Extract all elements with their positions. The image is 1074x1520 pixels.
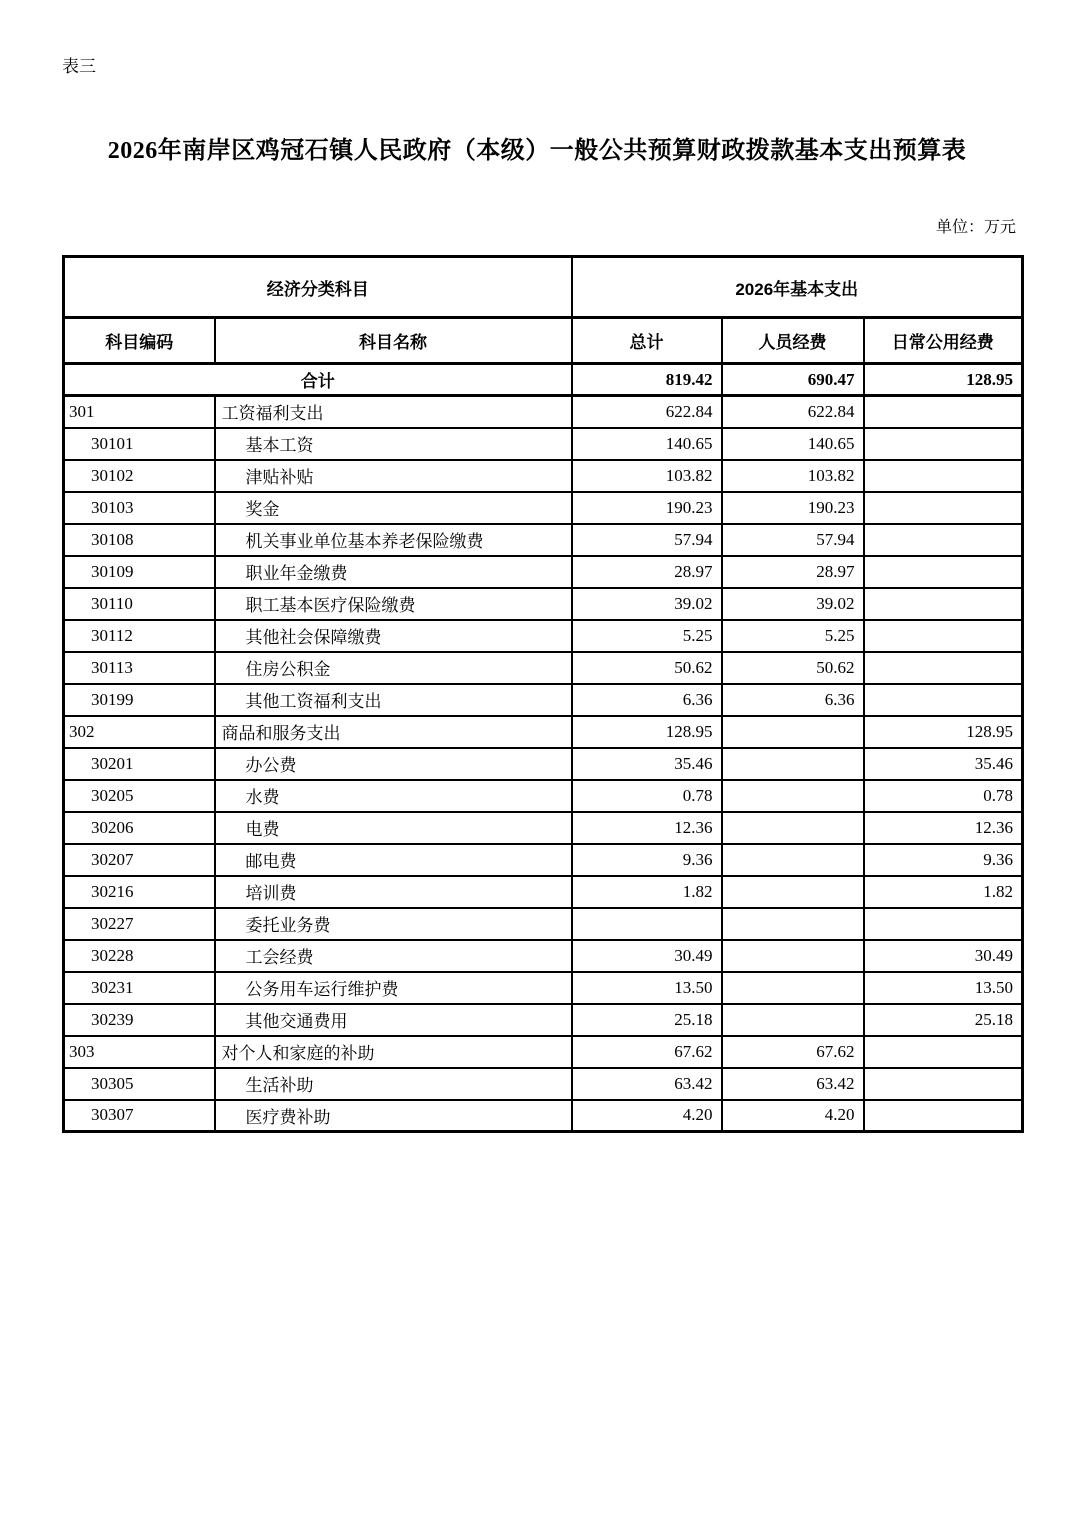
subject-name-cell: 其他工资福利支出 xyxy=(215,684,572,716)
col-header-total: 总计 xyxy=(572,318,722,364)
personnel-cell: 50.62 xyxy=(722,652,864,684)
subject-code-cell: 30112 xyxy=(64,620,215,652)
subject-name-cell: 委托业务费 xyxy=(215,908,572,940)
table-row xyxy=(64,748,1023,780)
total-cell: 1.82 xyxy=(572,876,722,908)
subject-name-cell: 办公费 xyxy=(215,748,572,780)
subject-name-cell: 公务用车运行维护费 xyxy=(215,972,572,1004)
total-cell: 57.94 xyxy=(572,524,722,556)
daily-public-cell: 13.50 xyxy=(864,972,1023,1004)
table-row xyxy=(64,556,1023,588)
table-row xyxy=(64,780,1023,812)
table-row xyxy=(64,460,1023,492)
table-row xyxy=(64,524,1023,556)
total-sum-cell: 819.42 xyxy=(572,364,722,396)
table-row xyxy=(64,1100,1023,1132)
personnel-cell: 190.23 xyxy=(722,492,864,524)
subject-code-cell: 30227 xyxy=(64,908,215,940)
subject-code-cell: 30109 xyxy=(64,556,215,588)
col-header-subject-name: 科目名称 xyxy=(215,318,572,364)
daily-public-cell: 9.36 xyxy=(864,844,1023,876)
daily-public-cell xyxy=(864,492,1023,524)
total-cell: 9.36 xyxy=(572,844,722,876)
personnel-cell xyxy=(722,748,864,780)
total-cell: 12.36 xyxy=(572,812,722,844)
subject-code-cell: 302 xyxy=(64,716,215,748)
subject-code-cell: 303 xyxy=(64,1036,215,1068)
personnel-cell: 67.62 xyxy=(722,1036,864,1068)
personnel-cell: 4.20 xyxy=(722,1100,864,1132)
table-header xyxy=(64,257,1023,364)
subject-code-cell: 30239 xyxy=(64,1004,215,1036)
col-header-subject-code: 科目编码 xyxy=(64,318,215,364)
personnel-cell: 6.36 xyxy=(722,684,864,716)
total-cell: 30.49 xyxy=(572,940,722,972)
subject-name-cell: 邮电费 xyxy=(215,844,572,876)
daily-public-cell xyxy=(864,1068,1023,1100)
subject-name-cell: 基本工资 xyxy=(215,428,572,460)
daily-public-cell xyxy=(864,1036,1023,1068)
total-cell xyxy=(572,908,722,940)
subject-name-cell: 医疗费补助 xyxy=(215,1100,572,1132)
daily-public-cell xyxy=(864,684,1023,716)
table-row xyxy=(64,972,1023,1004)
daily-public-cell: 25.18 xyxy=(864,1004,1023,1036)
daily-public-cell: 0.78 xyxy=(864,780,1023,812)
table-row xyxy=(64,396,1023,428)
personnel-cell: 103.82 xyxy=(722,460,864,492)
table-row xyxy=(64,812,1023,844)
budget-table xyxy=(62,255,1024,1133)
unit-note: 单位：万元 xyxy=(935,219,1016,236)
group-header-row xyxy=(64,257,1023,318)
subject-name-cell: 职业年金缴费 xyxy=(215,556,572,588)
column-header-row xyxy=(64,318,1023,364)
subject-name-cell: 商品和服务支出 xyxy=(215,716,572,748)
personnel-cell: 28.97 xyxy=(722,556,864,588)
total-label-cell: 合计 xyxy=(64,364,572,396)
subject-code-cell: 30199 xyxy=(64,684,215,716)
table-row xyxy=(64,716,1023,748)
subject-name-cell: 其他社会保障缴费 xyxy=(215,620,572,652)
daily-public-cell xyxy=(864,908,1023,940)
table-row xyxy=(64,428,1023,460)
daily-public-cell: 30.49 xyxy=(864,940,1023,972)
daily-public-cell: 35.46 xyxy=(864,748,1023,780)
daily-public-cell xyxy=(864,524,1023,556)
table-row xyxy=(64,684,1023,716)
subject-name-cell: 工会经费 xyxy=(215,940,572,972)
col-header-personnel-funds: 人员经费 xyxy=(722,318,864,364)
page-title: 2026年南岸区鸡冠石镇人民政府（本级）一般公共预算财政拨款基本支出预算表 xyxy=(107,138,967,164)
subject-code-cell: 30307 xyxy=(64,1100,215,1132)
subject-code-cell: 301 xyxy=(64,396,215,428)
total-cell: 5.25 xyxy=(572,620,722,652)
table-row xyxy=(64,940,1023,972)
subject-name-cell: 住房公积金 xyxy=(215,652,572,684)
personnel-cell xyxy=(722,972,864,1004)
daily-public-cell xyxy=(864,652,1023,684)
personnel-cell: 622.84 xyxy=(722,396,864,428)
total-cell: 28.97 xyxy=(572,556,722,588)
total-row xyxy=(64,364,1023,396)
personnel-cell xyxy=(722,1004,864,1036)
subject-name-cell: 生活补助 xyxy=(215,1068,572,1100)
subject-name-cell: 奖金 xyxy=(215,492,572,524)
total-cell: 13.50 xyxy=(572,972,722,1004)
daily-public-cell xyxy=(864,428,1023,460)
total-cell: 35.46 xyxy=(572,748,722,780)
total-cell: 4.20 xyxy=(572,1100,722,1132)
total-cell: 103.82 xyxy=(572,460,722,492)
daily-public-cell xyxy=(864,620,1023,652)
subject-code-cell: 30113 xyxy=(64,652,215,684)
subject-code-cell: 30228 xyxy=(64,940,215,972)
personnel-cell xyxy=(722,780,864,812)
personnel-cell xyxy=(722,876,864,908)
total-cell: 25.18 xyxy=(572,1004,722,1036)
subject-code-cell: 30101 xyxy=(64,428,215,460)
table-row xyxy=(64,1068,1023,1100)
subject-name-cell: 津贴补贴 xyxy=(215,460,572,492)
personnel-cell: 39.02 xyxy=(722,588,864,620)
subject-code-cell: 30110 xyxy=(64,588,215,620)
total-cell: 67.62 xyxy=(572,1036,722,1068)
col-header-daily-public-funds: 日常公用经费 xyxy=(864,318,1023,364)
header-basic-expenditure-2026: 2026年基本支出 xyxy=(572,257,1023,318)
table-row xyxy=(64,876,1023,908)
total-personnel-cell: 690.47 xyxy=(722,364,864,396)
subject-code-cell: 30102 xyxy=(64,460,215,492)
table-number-label: 表三 xyxy=(62,57,96,76)
table-row xyxy=(64,908,1023,940)
daily-public-cell xyxy=(864,396,1023,428)
table-row xyxy=(64,588,1023,620)
table-row xyxy=(64,620,1023,652)
subject-name-cell: 其他交通费用 xyxy=(215,1004,572,1036)
daily-public-cell: 128.95 xyxy=(864,716,1023,748)
total-daily-cell: 128.95 xyxy=(864,364,1023,396)
total-cell: 622.84 xyxy=(572,396,722,428)
personnel-cell: 57.94 xyxy=(722,524,864,556)
daily-public-cell: 12.36 xyxy=(864,812,1023,844)
subject-code-cell: 30103 xyxy=(64,492,215,524)
table-row xyxy=(64,492,1023,524)
total-cell: 190.23 xyxy=(572,492,722,524)
personnel-cell xyxy=(722,844,864,876)
subject-name-cell: 对个人和家庭的补助 xyxy=(215,1036,572,1068)
subject-name-cell: 电费 xyxy=(215,812,572,844)
table-body xyxy=(64,364,1023,1132)
subject-name-cell: 水费 xyxy=(215,780,572,812)
personnel-cell xyxy=(722,812,864,844)
daily-public-cell xyxy=(864,1100,1023,1132)
daily-public-cell: 1.82 xyxy=(864,876,1023,908)
personnel-cell xyxy=(722,940,864,972)
table-row xyxy=(64,1004,1023,1036)
table-row xyxy=(64,1036,1023,1068)
subject-code-cell: 30205 xyxy=(64,780,215,812)
table-row xyxy=(64,652,1023,684)
total-cell: 128.95 xyxy=(572,716,722,748)
personnel-cell: 140.65 xyxy=(722,428,864,460)
table-row xyxy=(64,844,1023,876)
subject-code-cell: 30216 xyxy=(64,876,215,908)
subject-code-cell: 30231 xyxy=(64,972,215,1004)
subject-code-cell: 30305 xyxy=(64,1068,215,1100)
personnel-cell xyxy=(722,716,864,748)
daily-public-cell xyxy=(864,460,1023,492)
subject-name-cell: 机关事业单位基本养老保险缴费 xyxy=(215,524,572,556)
subject-name-cell: 职工基本医疗保险缴费 xyxy=(215,588,572,620)
personnel-cell: 5.25 xyxy=(722,620,864,652)
total-cell: 6.36 xyxy=(572,684,722,716)
daily-public-cell xyxy=(864,556,1023,588)
total-cell: 0.78 xyxy=(572,780,722,812)
total-cell: 50.62 xyxy=(572,652,722,684)
subject-code-cell: 30206 xyxy=(64,812,215,844)
personnel-cell: 63.42 xyxy=(722,1068,864,1100)
total-cell: 63.42 xyxy=(572,1068,722,1100)
subject-name-cell: 工资福利支出 xyxy=(215,396,572,428)
total-cell: 140.65 xyxy=(572,428,722,460)
subject-code-cell: 30207 xyxy=(64,844,215,876)
daily-public-cell xyxy=(864,588,1023,620)
subject-code-cell: 30108 xyxy=(64,524,215,556)
total-cell: 39.02 xyxy=(572,588,722,620)
subject-code-cell: 30201 xyxy=(64,748,215,780)
subject-name-cell: 培训费 xyxy=(215,876,572,908)
header-economic-classification: 经济分类科目 xyxy=(64,257,572,318)
personnel-cell xyxy=(722,908,864,940)
